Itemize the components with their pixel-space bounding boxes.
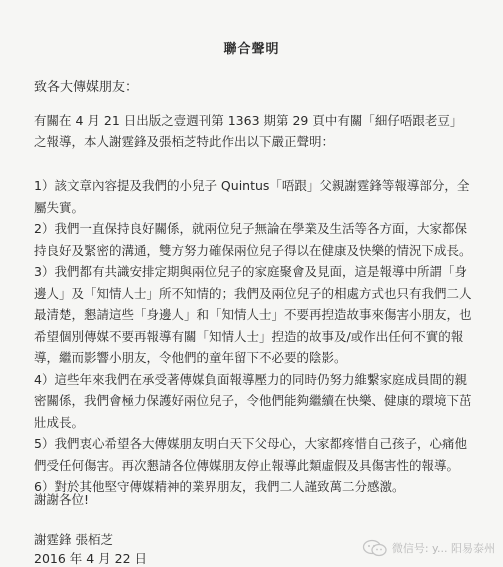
statement-items: [34, 175, 474, 498]
watermark: [362, 539, 495, 557]
closing-line: 謝謝各位!: [34, 492, 90, 507]
statement-item-2: 2）我們一直保持良好關係，就兩位兒子無論在學業及生活等各方面，大家都保持良好及緊密的溝通，雙方努力確保兩位兒子得以在健康及快樂的情況下成長。: [34, 221, 472, 258]
signatories: 謝霆鋒 張栢芝: [34, 532, 113, 547]
intro-paragraph: 有關在 4 月 21 日出版之壹週刊第 1363 期第 29 頁中有關「細仔唔跟老豆」之報導，本人謝霆鋒及張栢芝特此作出以下嚴正聲明：: [34, 113, 463, 149]
salutation: 致各大傳媒朋友：: [34, 80, 139, 95]
statement-item-5: 5）我們衷心希望各大傳媒朋友明白天下父母心，大家都疼惜自己孩子，心痛他們受任何傷害。再次懇請各位傳媒朋友停止報導此類虛假及具傷害性的報導。: [34, 436, 467, 473]
statement-item-3: 3）我們都有共識安排定期與兩位兒子的家庭聚會及見面，這是報導中所謂「身邊人」及「知情人士」所不知情的；我們及兩位兒子的相處方式也只有我們二人最清楚，懇請這些「身邊人」和「知情人士」不要再揑造故事來傷害小朋友，也希望個別傳媒不要再報導有關「知情人士」揑造的故事及/或作出任何不實的報導，繼而影響小朋友，令他們的童年留下不必要的陰影。: [34, 264, 472, 365]
watermark-text: 微信号: y... 阳易泰州: [391, 542, 495, 555]
statement-item-4: 4）這些年來我們在承受著傳媒負面報導壓力的同時仍努力維繫家庭成員間的親密關係，我們會極力保護好兩位兒子，令他們能夠繼續在快樂、健康的環境下茁壯成長。: [34, 371, 472, 430]
document-title: 聯合聲明: [223, 42, 280, 57]
statement-item-6: 6）對於其他堅守傳媒精神的業界朋友，我們二人謹致萬二分感激。: [34, 479, 405, 494]
wechat-icon: [362, 539, 388, 557]
statement-date: 2016 年 4 月 22 日: [34, 551, 148, 566]
statement-item-1: 1）該文章內容提及我們的小兒子 Quintus「唔跟」父親謝霆鋒等報導部分，全屬失實。: [34, 178, 470, 215]
